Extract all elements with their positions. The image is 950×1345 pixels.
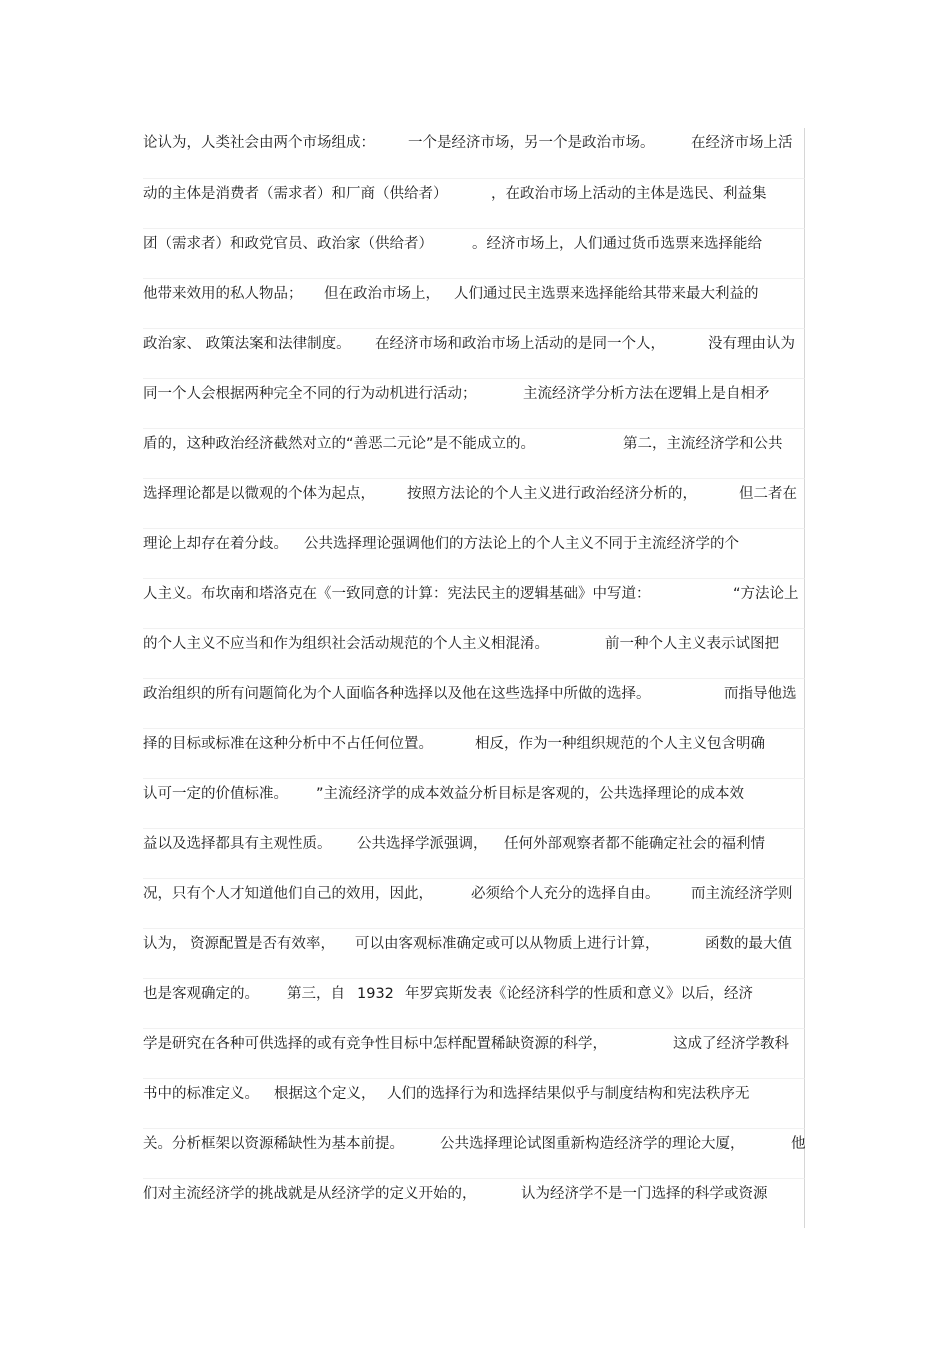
text-segment: 可以由客观标准确定或可以从物质上进行计算， [355,936,660,952]
text-segment: 他 [791,1136,806,1152]
text-line [143,228,805,278]
text-segment: 前一种个人主义表示试图把 [605,636,779,652]
text-segment: 论认为，人类社会由两个市场组成： [143,135,375,151]
text-line [143,1178,805,1228]
text-segment: 没有理由认为 [708,336,795,352]
text-line [143,1078,805,1128]
text-segment: 任何外部观察者都不能确定社会的福利情 [504,836,765,852]
text-line [143,978,805,1028]
text-segment: 第三，自 [287,986,345,1002]
text-line [143,178,805,228]
text-segment: 认为经济学不是一门选择的科学或资源 [521,1186,768,1202]
text-segment: 们对主流经济学的挑战就是从经济学的定义开始的， [143,1186,477,1202]
text-line [143,578,805,628]
text-segment: 政治家、 政策法案和法律制度。 [143,336,351,352]
text-line [143,478,805,528]
text-segment: 认为， [143,936,187,952]
text-segment: 第二，主流经济学和公共 [623,436,783,452]
text-segment: 动的主体是消费者（需求者）和厂商（供给者） [143,186,448,202]
text-segment: 择的目标或标准在这种分析中不占任何位置。 [143,736,433,752]
text-segment: 相反，作为一种组织规范的个人主义包含明确 [475,736,765,752]
text-segment: 的个人主义不应当和作为组织社会活动规范的个人主义相混淆。 [143,636,549,652]
text-segment: 学是研究在各种可供选择的或有竞争性目标中怎样配置稀缺资源的科学， [143,1036,607,1052]
text-segment: 在经济市场和政治市场上活动的是同一个人， [375,336,665,352]
text-line [143,528,805,578]
text-segment: 在经济市场上活 [691,135,793,151]
text-segment: 认可一定的价值标准。 [143,786,288,802]
text-segment: 况，只有个人才知道他们自己的效用，因此， [143,886,433,902]
text-segment: 。经济市场上，人们通过货币选票来选择能给 [472,236,762,252]
text-segment: 人们的选择行为和选择结果似乎与制度结构和宪法秩序无 [387,1086,750,1102]
text-segment: “方法论上 [733,586,799,602]
text-line [143,328,805,378]
text-segment: 他带来效用的私人物品； [143,286,303,302]
text-segment: 年罗宾斯发表《论经济科学的性质和意义》以后，经济 [405,986,753,1002]
text-segment: 必须给个人充分的选择自由。 [471,886,660,902]
text-segment: 益以及选择都具有主观性质。 [143,836,332,852]
text-segment: 主流经济学分析方法在逻辑上是自相矛 [523,386,770,402]
text-line [143,728,805,778]
text-segment: 人们通过民主选票来选择能给其带来最大利益的 [454,286,759,302]
text-segment: 关。分析框架以资源稀缺性为基本前提。 [143,1136,404,1152]
text-segment: 1932 [357,986,394,1002]
text-segment: 但在政治市场上， [324,286,440,302]
text-line [143,828,805,878]
text-segment: 而指导他选 [724,686,797,702]
text-segment: 而主流经济学则 [691,886,793,902]
text-segment: 公共选择理论试图重新构造经济学的理论大厦， [440,1136,745,1152]
text-segment: 选择理论都是以微观的个体为起点， [143,486,375,502]
text-segment: 公共选择理论强调他们的方法论上的个人主义不同于主流经济学的个 [304,536,739,552]
text-line [143,428,805,478]
text-line [143,928,805,978]
text-segment: ，在政治市场上活动的主体是选民、利益集 [491,186,767,202]
text-line [143,1128,805,1178]
text-segment: 但二者在 [739,486,797,502]
text-line [143,278,805,328]
text-segment: 人主义。布坎南和塔洛克在《一致同意的计算：宪法民主的逻辑基础》中写道： [143,586,651,602]
text-segment: 按照方法论的个人主义进行政治经济分析的， [407,486,697,502]
text-segment: 也是客观确定的。 [143,986,259,1002]
text-segment: 政治组织的所有问题简化为个人面临各种选择以及他在这些选择中所做的选择。 [143,686,651,702]
text-segment: 书中的标准定义。 [143,1086,259,1102]
text-segment: 团（需求者）和政党官员、政治家（供给者） [143,236,433,252]
text-segment: 盾的，这种政治经济截然对立的“善恶二元论”是不能成立的。 [143,436,536,452]
text-line [143,628,805,678]
text-line [143,678,805,728]
text-segment: 资源配置是否有效率， [190,936,335,952]
text-line [143,778,805,828]
text-segment: ”主流经济学的成本效益分析目标是客观的，公共选择理论的成本效 [316,786,745,802]
text-segment: 同一个人会根据两种完全不同的行为动机进行活动； [143,386,477,402]
text-segment: 理论上却存在着分歧。 [143,536,288,552]
text-segment: 这成了经济学教科 [673,1036,789,1052]
text-segment: 公共选择学派强调， [357,836,488,852]
text-line [143,378,805,428]
text-line [143,878,805,928]
text-segment: 一个是经济市场，另一个是政治市场。 [408,135,655,151]
text-line [143,1028,805,1078]
text-line [143,128,805,178]
text-segment: 根据这个定义， [274,1086,376,1102]
text-segment: 函数的最大值 [705,936,792,952]
